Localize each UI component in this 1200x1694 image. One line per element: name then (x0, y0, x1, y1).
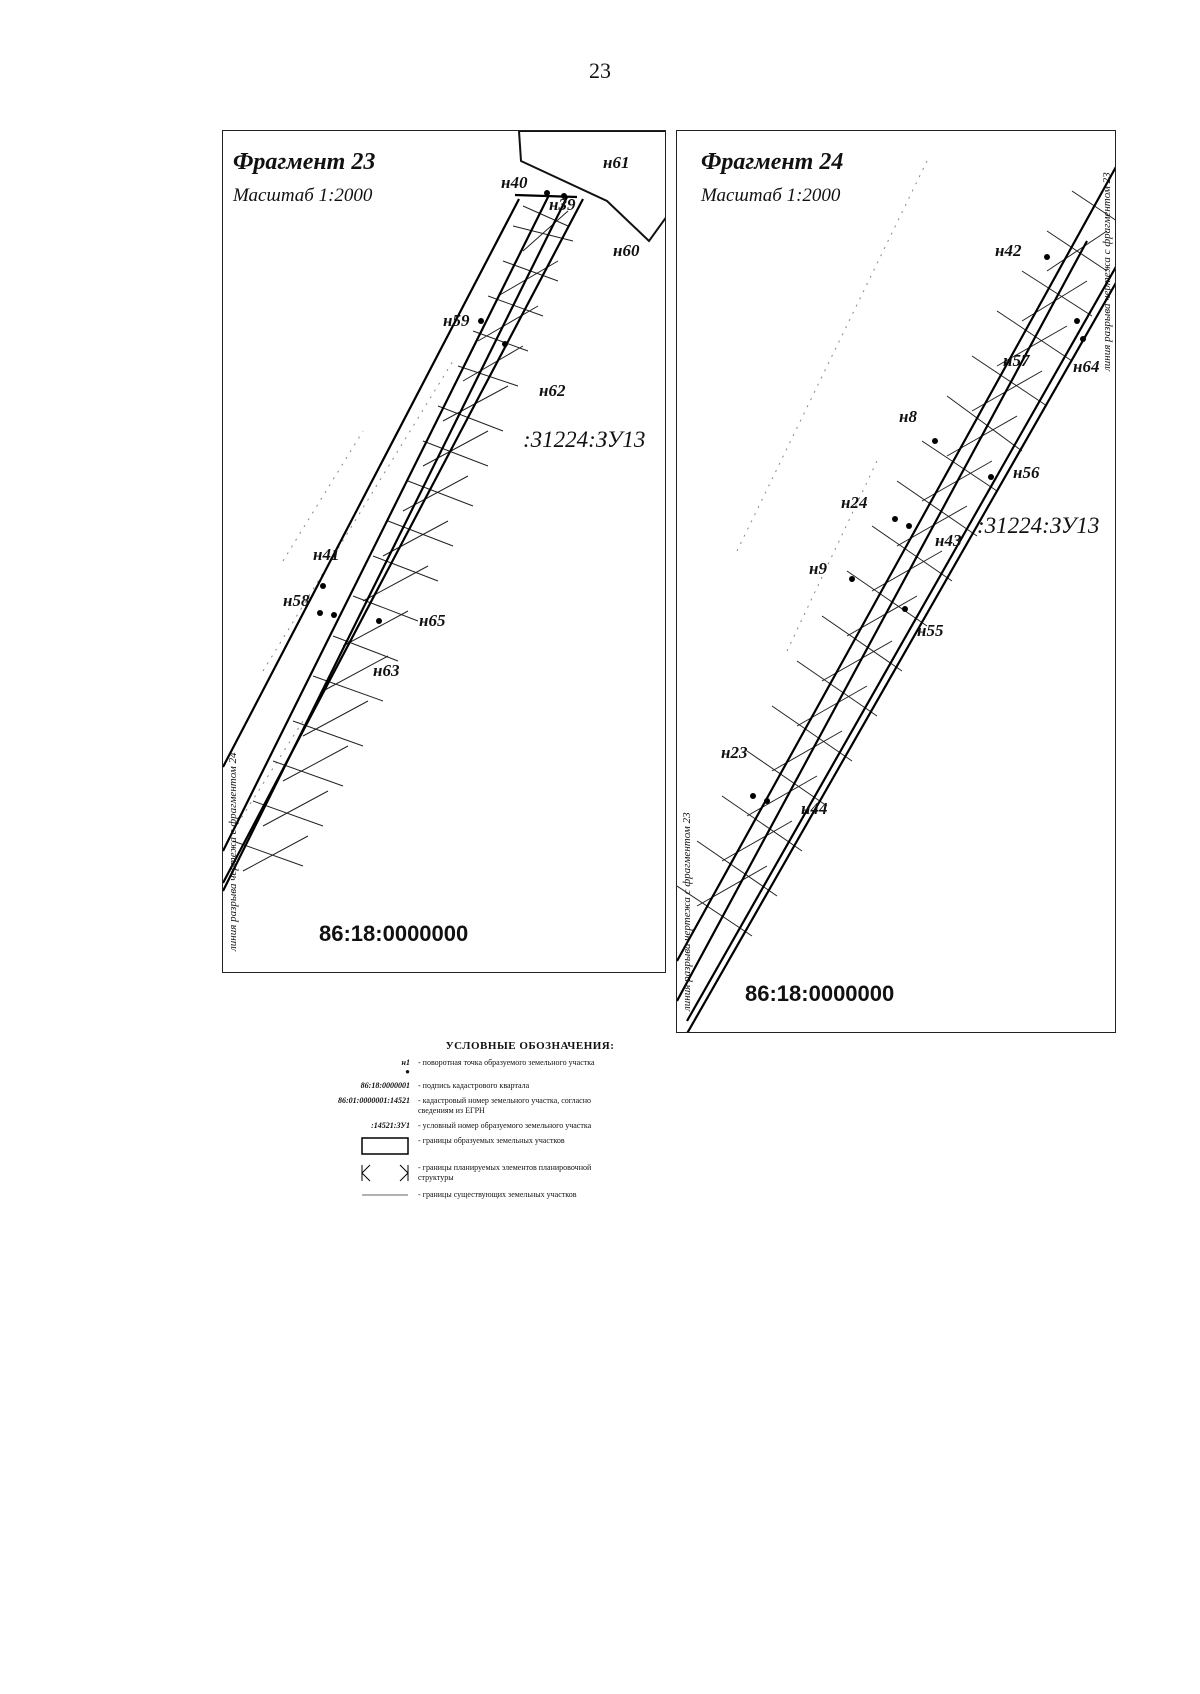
break-line-label: линия разрыва чертежа с фрагментом 23 (681, 812, 693, 1011)
parcel-number: :31224:ЗУ13 (977, 513, 1100, 538)
existing-boundaries (233, 361, 453, 831)
point-label: н63 (373, 661, 400, 680)
legend (300, 1040, 760, 1207)
turning-points (317, 190, 567, 624)
point-label: н55 (917, 621, 944, 640)
point-label: н24 (841, 493, 868, 512)
legend-symbol: н1 ● (401, 1058, 410, 1076)
break-line-label: линия разрыва чертежа с фрагментом 24 (227, 752, 239, 951)
parcel-boundary (677, 165, 1116, 1033)
point-label: н42 (995, 241, 1022, 260)
fragment-24-map (676, 130, 1116, 1033)
legend-item (300, 1081, 760, 1091)
planning-hatch-icon (360, 1163, 410, 1183)
fragment-title: Фрагмент 24 (701, 149, 844, 175)
fragment-scale: Масштаб 1:2000 (701, 185, 841, 206)
fragment-24-drawing (677, 131, 1116, 1033)
point-label: н8 (899, 407, 917, 426)
point-label: н60 (613, 241, 640, 260)
legend-item (300, 1136, 760, 1158)
parcel-number: :31224:ЗУ13 (523, 427, 646, 452)
point-label: н23 (721, 743, 748, 762)
legend-item (300, 1096, 760, 1116)
point-label: н64 (1073, 357, 1100, 376)
parcel-boundary (223, 195, 583, 891)
legend-symbol: :14521:ЗУ1 (371, 1121, 410, 1130)
break-line-label: линия разрыва чертежа с фрагментом 23 (1101, 172, 1113, 371)
point-label: н41 (313, 545, 340, 564)
cadastral-quarter: 86:18:0000000 (745, 981, 895, 1006)
point-label: н44 (801, 799, 828, 818)
point-label: н57 (1003, 351, 1030, 370)
point-label: н56 (1013, 463, 1040, 482)
fragment-23-map (222, 130, 666, 973)
legend-symbol (300, 1163, 418, 1185)
adjacent-block (519, 131, 666, 241)
point-label: н43 (935, 531, 962, 550)
point-label: н39 (549, 195, 576, 214)
legend-text: - условный номер образуемого земельного участка (418, 1121, 592, 1130)
page-number: 23 (589, 58, 611, 83)
fragment-23-drawing (223, 131, 666, 973)
legend-text: - границы планируемых элементов планировочной структуры (418, 1163, 592, 1182)
fragment-title: Фрагмент 23 (233, 149, 376, 175)
legend-item (300, 1058, 760, 1076)
legend-item (300, 1190, 760, 1202)
legend-text: - поворотная точка образуемого земельного участка (418, 1058, 595, 1067)
fragment-scale: Масштаб 1:2000 (233, 185, 373, 206)
legend-title: УСЛОВНЫЕ ОБОЗНАЧЕНИЯ: (445, 1040, 615, 1052)
legend-text: - границы образуемых земельных участков (418, 1136, 565, 1145)
legend-symbol: 86:01:0000001:14521 (338, 1096, 410, 1105)
legend-text: - кадастровый номер земельного участка, согласно сведениям из ЕГРН (418, 1096, 591, 1115)
boundary-rect-icon (360, 1136, 410, 1156)
point-label: н58 (283, 591, 310, 610)
cadastral-quarter: 86:18:0000000 (319, 921, 469, 946)
legend-symbol: 86:18:0000001 (360, 1081, 410, 1090)
legend-item (300, 1163, 760, 1185)
existing-boundaries (737, 161, 927, 651)
legend-text: - границы существующих земельных участков (418, 1190, 577, 1199)
point-label: н40 (501, 173, 528, 192)
point-label: н61 (603, 153, 630, 172)
legend-symbol (300, 1190, 418, 1202)
point-label: н59 (443, 311, 470, 330)
point-label: н62 (539, 381, 566, 400)
legend-symbol (300, 1136, 418, 1158)
existing-boundary-icon (360, 1190, 410, 1200)
legend-text: - подпись кадастрового квартала (418, 1081, 530, 1090)
legend-item (300, 1121, 760, 1131)
point-label: н65 (419, 611, 446, 630)
planning-hatch (233, 206, 573, 871)
point-label: н9 (809, 559, 827, 578)
